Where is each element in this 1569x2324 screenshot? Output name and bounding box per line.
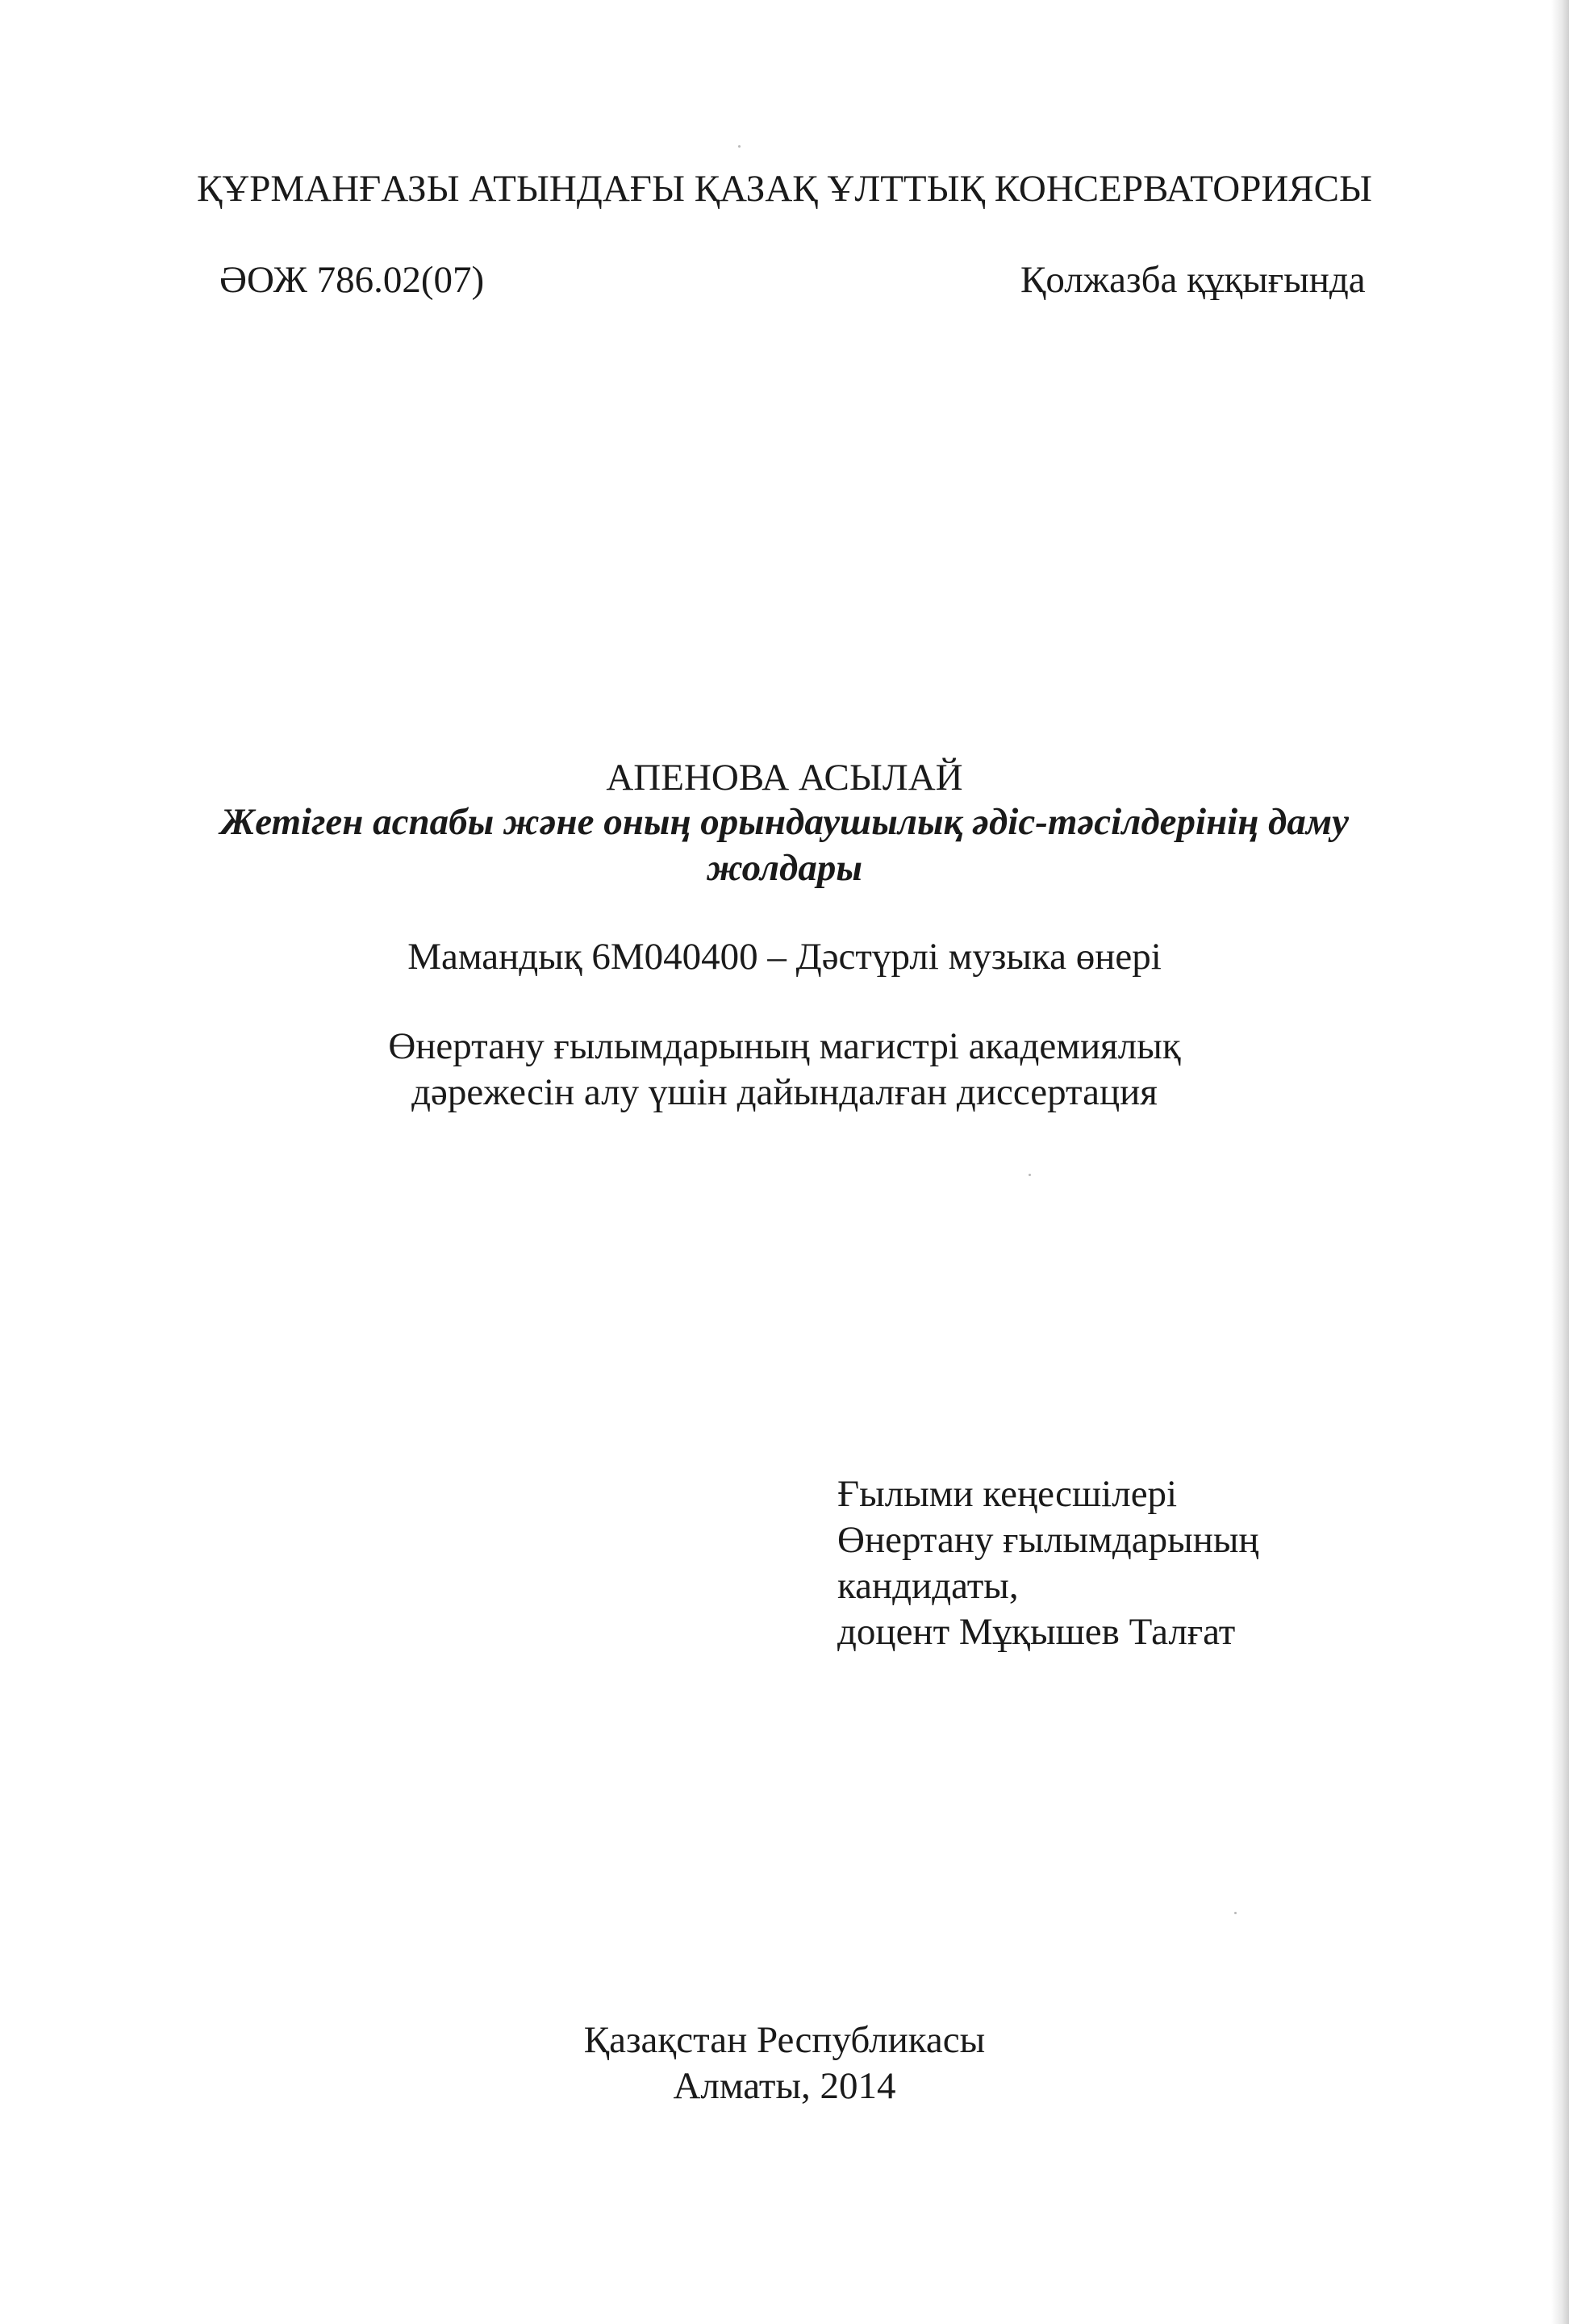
degree-line2: дәрежесін алу үшін дайындалған диссертация [411, 1071, 1158, 1113]
country-line: Қазақстан Республикасы [583, 2019, 986, 2061]
manuscript-rights: Қолжазба құқығында [1020, 259, 1366, 301]
city-year-line: Алматы, 2014 [673, 2065, 896, 2107]
thesis-title-line1: Жетіген аспабы және оның орындаушылық әдіс-тәсілдерінің даму [220, 801, 1349, 843]
scan-speck [738, 145, 741, 148]
institution-heading: ҚҰРМАНҒАЗЫ АТЫНДАҒЫ ҚАЗАҚ ҰЛТТЫҚ КОНСЕРВАТОРИЯСЫ [197, 168, 1372, 210]
supervisor-name: доцент Мұқышев Талғат [837, 1611, 1236, 1653]
scan-speck [1029, 1174, 1031, 1176]
specialty-line: Мамандық 6М040400 – Дәстүрлі музыка өнері [407, 936, 1162, 978]
scan-speck [1234, 1912, 1237, 1914]
udc-code: ӘОЖ 786.02(07) [219, 259, 485, 301]
page-edge-shadow [1551, 0, 1569, 2324]
supervisor-label: Ғылыми кеңесшілері [837, 1473, 1178, 1515]
degree-line1: Өнертану ғылымдарының магистрі академиялық [388, 1025, 1181, 1067]
supervisor-degree: кандидаты, [837, 1565, 1019, 1607]
thesis-title-line2: жолдары [707, 847, 862, 889]
supervisor-field: Өнертану ғылымдарының [837, 1519, 1259, 1561]
author-name: АПЕНОВА АСЫЛАЙ [606, 757, 963, 799]
